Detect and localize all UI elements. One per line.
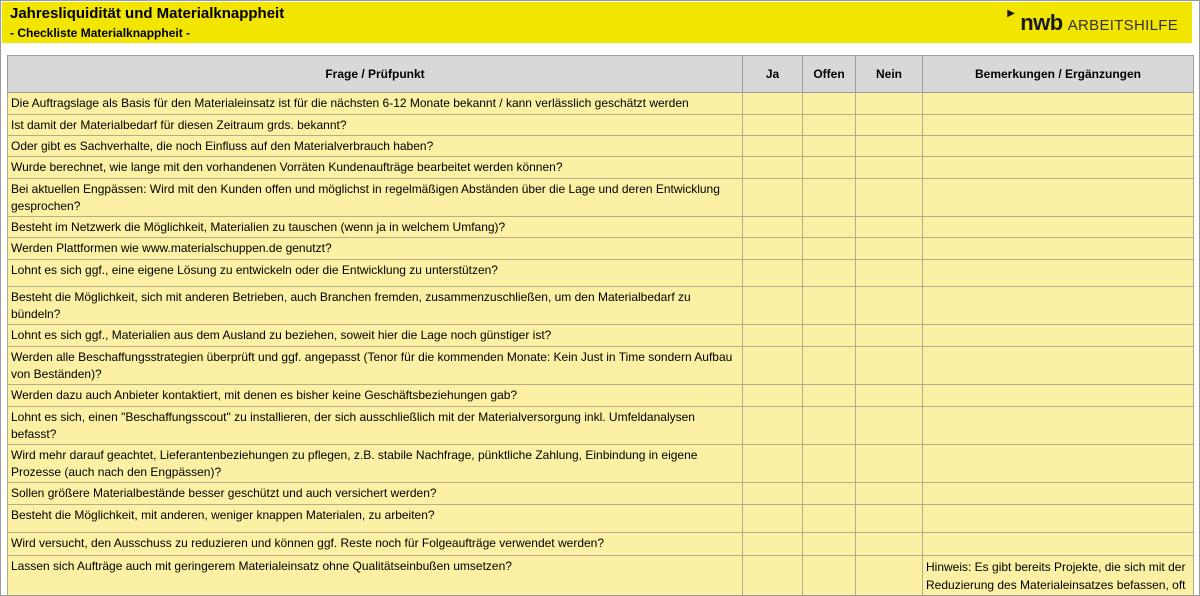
answer-cell-ja[interactable] — [743, 556, 803, 596]
table-row — [8, 325, 1194, 347]
answer-cell-offen[interactable] — [803, 556, 856, 596]
answer-cell-offen[interactable] — [803, 445, 856, 483]
answer-cell-offen[interactable] — [803, 407, 856, 445]
table-row — [8, 445, 1194, 483]
remarks-cell[interactable] — [923, 238, 1194, 260]
answer-cell-ja[interactable] — [743, 157, 803, 179]
remarks-cell[interactable] — [923, 157, 1194, 179]
remarks-cell[interactable] — [923, 483, 1194, 505]
answer-cell-offen[interactable] — [803, 136, 856, 157]
table-row — [8, 505, 1194, 533]
answer-cell-nein[interactable] — [856, 505, 923, 533]
table-body — [8, 93, 1194, 596]
answer-cell-ja[interactable] — [743, 260, 803, 287]
table-row — [8, 260, 1194, 287]
checklist-table — [7, 55, 1194, 596]
answer-cell-nein[interactable] — [856, 217, 923, 238]
answer-cell-nein[interactable] — [856, 157, 923, 179]
remarks-cell[interactable] — [923, 136, 1194, 157]
answer-cell-ja[interactable] — [743, 115, 803, 136]
answer-cell-ja[interactable] — [743, 407, 803, 445]
table-row — [8, 238, 1194, 260]
remarks-cell[interactable] — [923, 287, 1194, 325]
answer-cell-offen[interactable] — [803, 347, 856, 385]
page-subtitle: - Checkliste Materialknappheit - — [10, 26, 191, 40]
question-cell: Bei aktuellen Engpässen: Wird mit den Kunden offen und möglichst in regelmäßigen Abständen über die Lage und deren Entwicklung gesprochen? — [8, 179, 743, 217]
answer-cell-ja[interactable] — [743, 483, 803, 505]
question-cell: Lohnt es sich ggf., Materialien aus dem Ausland zu beziehen, soweit hier die Lage noch günstiger ist? — [8, 325, 743, 347]
question-cell: Besteht die Möglichkeit, sich mit anderen Betrieben, auch Branchen fremden, zusammenzuschließen, um den Materialbedarf zu bündeln? — [8, 287, 743, 325]
table-row — [8, 407, 1194, 445]
table-row — [8, 556, 1194, 596]
answer-cell-nein[interactable] — [856, 260, 923, 287]
remarks-cell[interactable] — [923, 407, 1194, 445]
table-row — [8, 483, 1194, 505]
question-cell: Lohnt es sich, einen "Beschaffungsscout" zu installieren, der sich ausschließlich mit der Materialversorgung inkl. Umfeldanalysen befasst? — [8, 407, 743, 445]
page-title: Jahresliquidität und Materialknappheit — [10, 5, 285, 22]
column-header-offen: Offen — [803, 56, 856, 93]
play-arrow-icon: ▶ — [1007, 8, 1015, 19]
answer-cell-nein[interactable] — [856, 533, 923, 556]
answer-cell-ja[interactable] — [743, 385, 803, 407]
table-row — [8, 385, 1194, 407]
remarks-cell[interactable]: Hinweis: Es gibt bereits Projekte, die sich mit der Reduzierung des Materialeinsatzes befassen, oft — [923, 556, 1194, 596]
question-cell: Besteht die Möglichkeit, mit anderen, weniger knappen Materialen, zu arbeiten? — [8, 505, 743, 533]
question-cell: Werden dazu auch Anbieter kontaktiert, mit denen es bisher keine Geschäftsbeziehungen gab? — [8, 385, 743, 407]
question-cell: Werden Plattformen wie www.materialschuppen.de genutzt? — [8, 238, 743, 260]
question-cell: Besteht im Netzwerk die Möglichkeit, Materialien zu tauschen (wenn ja in welchem Umfang)? — [8, 217, 743, 238]
remarks-cell[interactable] — [923, 533, 1194, 556]
answer-cell-offen[interactable] — [803, 157, 856, 179]
answer-cell-ja[interactable] — [743, 136, 803, 157]
answer-cell-offen[interactable] — [803, 385, 856, 407]
answer-cell-nein[interactable] — [856, 347, 923, 385]
table-row — [8, 217, 1194, 238]
column-header-remarks: Bemerkungen / Ergänzungen — [923, 56, 1194, 93]
answer-cell-ja[interactable] — [743, 325, 803, 347]
answer-cell-offen[interactable] — [803, 533, 856, 556]
column-header-question: Frage / Prüfpunkt — [8, 56, 743, 93]
answer-cell-offen[interactable] — [803, 179, 856, 217]
remarks-cell[interactable] — [923, 260, 1194, 287]
table-row — [8, 287, 1194, 325]
question-cell: Oder gibt es Sachverhalte, die noch Einfluss auf den Materialverbrauch haben? — [8, 136, 743, 157]
answer-cell-offen[interactable] — [803, 217, 856, 238]
answer-cell-offen[interactable] — [803, 93, 856, 115]
column-header-ja: Ja — [743, 56, 803, 93]
answer-cell-offen[interactable] — [803, 287, 856, 325]
table-row — [8, 179, 1194, 217]
answer-cell-nein[interactable] — [856, 483, 923, 505]
table-row — [8, 93, 1194, 115]
answer-cell-offen[interactable] — [803, 325, 856, 347]
question-cell: Sollen größere Materialbestände besser geschützt und auch versichert werden? — [8, 483, 743, 505]
nwb-logo — [1007, 8, 1178, 36]
answer-cell-ja[interactable] — [743, 445, 803, 483]
question-cell: Wird versucht, den Ausschuss zu reduzieren und können ggf. Reste noch für Folgeaufträge verwendet werden? — [8, 533, 743, 556]
question-cell: Werden alle Beschaffungsstrategien überprüft und ggf. angepasst (Tenor für die kommenden Monate: Kein Just in Time sondern Aufbau von Beständen)? — [8, 347, 743, 385]
remarks-cell[interactable] — [923, 505, 1194, 533]
answer-cell-ja[interactable] — [743, 287, 803, 325]
answer-cell-nein[interactable] — [856, 407, 923, 445]
column-header-nein: Nein — [856, 56, 923, 93]
question-cell: Die Auftragslage als Basis für den Materialeinsatz ist für die nächsten 6-12 Monate bekannt / kann verlässlich geschätzt werden — [8, 93, 743, 115]
answer-cell-nein[interactable] — [856, 179, 923, 217]
table-row — [8, 136, 1194, 157]
table-row — [8, 347, 1194, 385]
answer-cell-ja[interactable] — [743, 533, 803, 556]
logo-brand: nwb — [1020, 10, 1063, 35]
question-cell: Wird mehr darauf geachtet, Lieferantenbeziehungen zu pflegen, z.B. stabile Nachfrage, pünktliche Zahlung, Einbindung in eigene Prozesse (auch nach den Engpässen)? — [8, 445, 743, 483]
remarks-cell[interactable] — [923, 217, 1194, 238]
answer-cell-ja[interactable] — [743, 347, 803, 385]
question-cell: Ist damit der Materialbedarf für diesen Zeitraum grds. bekannt? — [8, 115, 743, 136]
answer-cell-nein[interactable] — [856, 238, 923, 260]
answer-cell-offen[interactable] — [803, 260, 856, 287]
remarks-cell[interactable] — [923, 325, 1194, 347]
answer-cell-nein[interactable] — [856, 556, 923, 596]
question-cell: Lassen sich Aufträge auch mit geringerem Materialeinsatz ohne Qualitätseinbußen umsetzen? — [8, 556, 743, 596]
table-row — [8, 533, 1194, 556]
table-row — [8, 157, 1194, 179]
answer-cell-ja[interactable] — [743, 505, 803, 533]
answer-cell-offen[interactable] — [803, 115, 856, 136]
answer-cell-ja[interactable] — [743, 238, 803, 260]
answer-cell-ja[interactable] — [743, 179, 803, 217]
answer-cell-nein[interactable] — [856, 385, 923, 407]
remarks-cell[interactable] — [923, 115, 1194, 136]
table-header-row — [8, 56, 1194, 93]
answer-cell-offen[interactable] — [803, 483, 856, 505]
answer-cell-nein[interactable] — [856, 115, 923, 136]
remarks-cell[interactable] — [923, 93, 1194, 115]
question-cell: Lohnt es sich ggf., eine eigene Lösung zu entwickeln oder die Entwicklung zu unterstützen? — [8, 260, 743, 287]
answer-cell-nein[interactable] — [856, 325, 923, 347]
header-banner — [2, 2, 1192, 43]
answer-cell-nein[interactable] — [856, 136, 923, 157]
remarks-cell[interactable] — [923, 179, 1194, 217]
logo-suffix: ARBEITSHILFE — [1067, 17, 1178, 34]
answer-cell-nein[interactable] — [856, 287, 923, 325]
answer-cell-nein[interactable] — [856, 445, 923, 483]
answer-cell-offen[interactable] — [803, 505, 856, 533]
question-cell: Wurde berechnet, wie lange mit den vorhandenen Vorräten Kundenaufträge bearbeitet werden können? — [8, 157, 743, 179]
remarks-cell[interactable] — [923, 347, 1194, 385]
answer-cell-ja[interactable] — [743, 93, 803, 115]
answer-cell-offen[interactable] — [803, 238, 856, 260]
table-row — [8, 115, 1194, 136]
answer-cell-ja[interactable] — [743, 217, 803, 238]
remarks-cell[interactable] — [923, 445, 1194, 483]
answer-cell-nein[interactable] — [856, 93, 923, 115]
remarks-cell[interactable] — [923, 385, 1194, 407]
